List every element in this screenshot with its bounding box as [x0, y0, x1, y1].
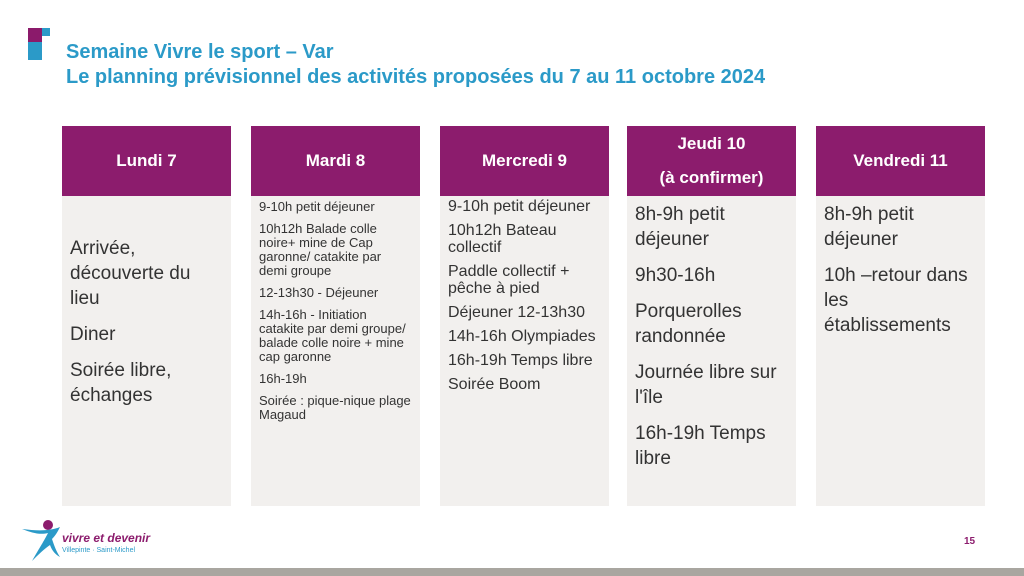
activity-item: Soirée libre, échanges: [70, 360, 172, 406]
activity-item: 10h –retour dans les établissements: [824, 265, 968, 336]
title-line-1: Semaine Vivre le sport – Var: [66, 41, 334, 63]
activity-item: Journée libre sur l'île: [635, 362, 777, 408]
activity-item: Soirée : pique-nique plage Magaud: [259, 393, 411, 422]
day-header: [251, 126, 420, 196]
day-title: Vendredi 11: [853, 151, 948, 170]
day-header: [816, 126, 985, 196]
corner-logo-mark: [28, 28, 52, 62]
activity-item: 14h-16h Olympiades: [448, 328, 596, 345]
activity-item: Paddle collectif + pêche à pied: [448, 263, 570, 297]
activity-item: Déjeuner 12-13h30: [448, 304, 585, 321]
day-activities: [816, 196, 985, 506]
bottom-divider: [0, 568, 1024, 576]
day-activities: [62, 196, 231, 506]
day-title: Jeudi 10: [677, 134, 746, 153]
day-title: Mardi 8: [305, 151, 366, 170]
activity-item: 8h-9h petit déjeuner: [824, 204, 914, 250]
activity-item: 14h-16h - Initiation catakite par demi groupe/ balade colle noire + mine cap garonne: [259, 307, 406, 364]
activity-item: 16h-19h Temps libre: [635, 423, 766, 469]
day-activities: [627, 196, 796, 506]
day-header: [62, 126, 231, 196]
activity-item: 10h12h Bateau collectif: [448, 222, 557, 256]
organization-logo: [18, 515, 168, 565]
activity-item: 10h12h Balade colle noire+ mine de Cap garonne/ catakite par demi groupe: [259, 221, 382, 278]
page-number: 15: [964, 536, 976, 547]
activity-item: Diner: [70, 324, 116, 345]
activity-item: 16h-19h: [259, 371, 307, 386]
day-title: Mercredi 9: [481, 151, 568, 170]
day-column-lundi: [62, 126, 231, 506]
title-line-2: Le planning prévisionnel des activités proposées du 7 au 11 octobre 2024: [66, 66, 766, 88]
day-column-jeudi: [627, 126, 796, 506]
day-header: [627, 126, 796, 196]
logo-subtitle: Villepinte · Saint-Michel: [62, 547, 136, 554]
activity-item: Arrivée, découverte du lieu: [70, 238, 191, 309]
day-column-mardi: [251, 126, 420, 506]
day-subtitle: (à confirmer): [659, 168, 764, 187]
activity-item: 12-13h30 - Déjeuner: [259, 285, 379, 300]
day-title: Lundi 7: [116, 151, 177, 170]
day-header: [440, 126, 609, 196]
day-column-mercredi: [440, 126, 609, 506]
logo-wordmark: vivre et devenir: [62, 531, 151, 545]
activity-item: 9h30-16h: [635, 265, 716, 286]
day-activities: [440, 196, 609, 506]
activity-item: Soirée Boom: [448, 376, 541, 393]
activity-item: Porquerolles randonnée: [635, 301, 742, 347]
running-figure-icon: [18, 515, 62, 565]
activity-item: 9-10h petit déjeuner: [448, 198, 591, 215]
day-activities: [251, 196, 420, 506]
activity-item: 9-10h petit déjeuner: [259, 199, 375, 214]
activity-item: 8h-9h petit déjeuner: [635, 204, 725, 250]
activity-item: 16h-19h Temps libre: [448, 352, 593, 369]
day-column-vendredi: [816, 126, 985, 506]
slide-title: [66, 40, 765, 90]
